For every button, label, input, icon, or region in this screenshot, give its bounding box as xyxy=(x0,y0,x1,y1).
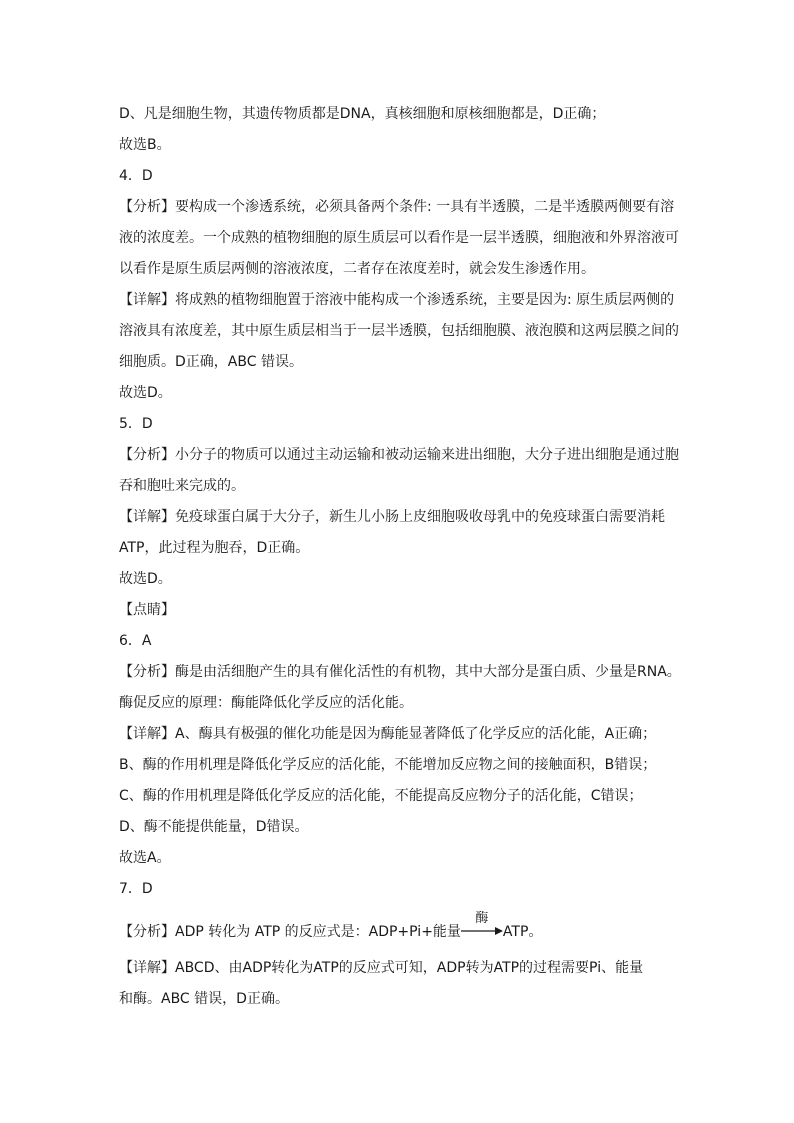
reaction-arrow xyxy=(461,911,503,942)
text-line: 酶促反应的原理：酶能降低化学反应的活化能。 xyxy=(119,695,413,711)
enzyme-label: 酶 xyxy=(475,911,489,926)
text-line: ATP，此过程为胞吞，D正确。 xyxy=(119,540,310,556)
detail-line: 【详解】A、酶具有极强的催化功能是因为酶能显著降低了化学反应的活化能，A正确； xyxy=(119,726,657,742)
text-line: 和酶。ABC 错误，D正确。 xyxy=(119,991,289,1007)
text-line: D、凡是细胞生物，其遗传物质都是DNA，真核细胞和原核细胞都是，D正确； xyxy=(119,106,606,122)
text-line: 细胞质。D正确，ABC 错误。 xyxy=(119,354,303,370)
comment-heading: 【点睛】 xyxy=(119,602,175,618)
text-line: 溶液具有浓度差，其中原生质层相当于一层半透膜，包括细胞膜、液泡膜和这两层膜之间的 xyxy=(119,323,679,339)
text-line: 液的浓度差。一个成熟的植物细胞的原生质层可以看作是一层半透膜，细胞液和外界溶液可 xyxy=(119,230,679,246)
analysis-line: 【分析】要构成一个渗透系统，必须具备两个条件: 一具有半透膜，二是半透膜两侧要有溶 xyxy=(119,199,675,215)
text-line: 故选A。 xyxy=(119,850,171,866)
question-number: 6．A xyxy=(119,633,152,649)
analysis-line: 【分析】小分子的物质可以通过主动运输和被动运输来进出细胞，大分子进出细胞是通过胞 xyxy=(119,447,679,463)
equation-line xyxy=(119,911,689,942)
equation-prefix: 【分析】ADP 转化为 ATP 的反应式是：ADP+Pi+能量 xyxy=(119,924,461,940)
equation-suffix: ATP。 xyxy=(502,924,543,940)
detail-line: 【详解】免疫球蛋白属于大分子，新生儿小肠上皮细胞吸收母乳中的免疫球蛋白需要消耗 xyxy=(119,509,665,525)
text-line: D、酶不能提供能量，D错误。 xyxy=(119,819,309,835)
question-number: 5．D xyxy=(119,416,153,432)
text-line: 故选D。 xyxy=(119,385,172,401)
text-line: 以看作是原生质层两侧的溶液浓度，二者存在浓度差时，就会发生渗透作用。 xyxy=(119,261,595,277)
text-line: 故选D。 xyxy=(119,571,172,587)
question-number: 7．D xyxy=(119,881,153,897)
question-number: 4．D xyxy=(119,168,153,184)
detail-line: 【详解】ABCD、由ADP转化为ATP的反应式可知，ADP转为ATP的过程需要Pi、能量 xyxy=(119,960,644,976)
text-line: C、酶的作用机理是降低化学反应的活化能，不能提高反应物分子的活化能，C错误； xyxy=(119,788,643,804)
analysis-line: 【分析】酶是由活细胞产生的具有催化活性的有机物，其中大部分是蛋白质、少量是RNA。 xyxy=(119,664,681,680)
text-line: 故选B。 xyxy=(119,137,171,153)
right-arrow-icon xyxy=(461,926,503,936)
text-line: 吞和胞吐来完成的。 xyxy=(119,478,245,494)
detail-line: 【详解】将成熟的植物细胞置于溶液中能构成一个渗透系统，主要是因为: 原生质层两侧的 xyxy=(119,292,675,308)
text-line: B、酶的作用机理是降低化学反应的活化能，不能增加反应物之间的接触面积，B错误； xyxy=(119,757,657,773)
